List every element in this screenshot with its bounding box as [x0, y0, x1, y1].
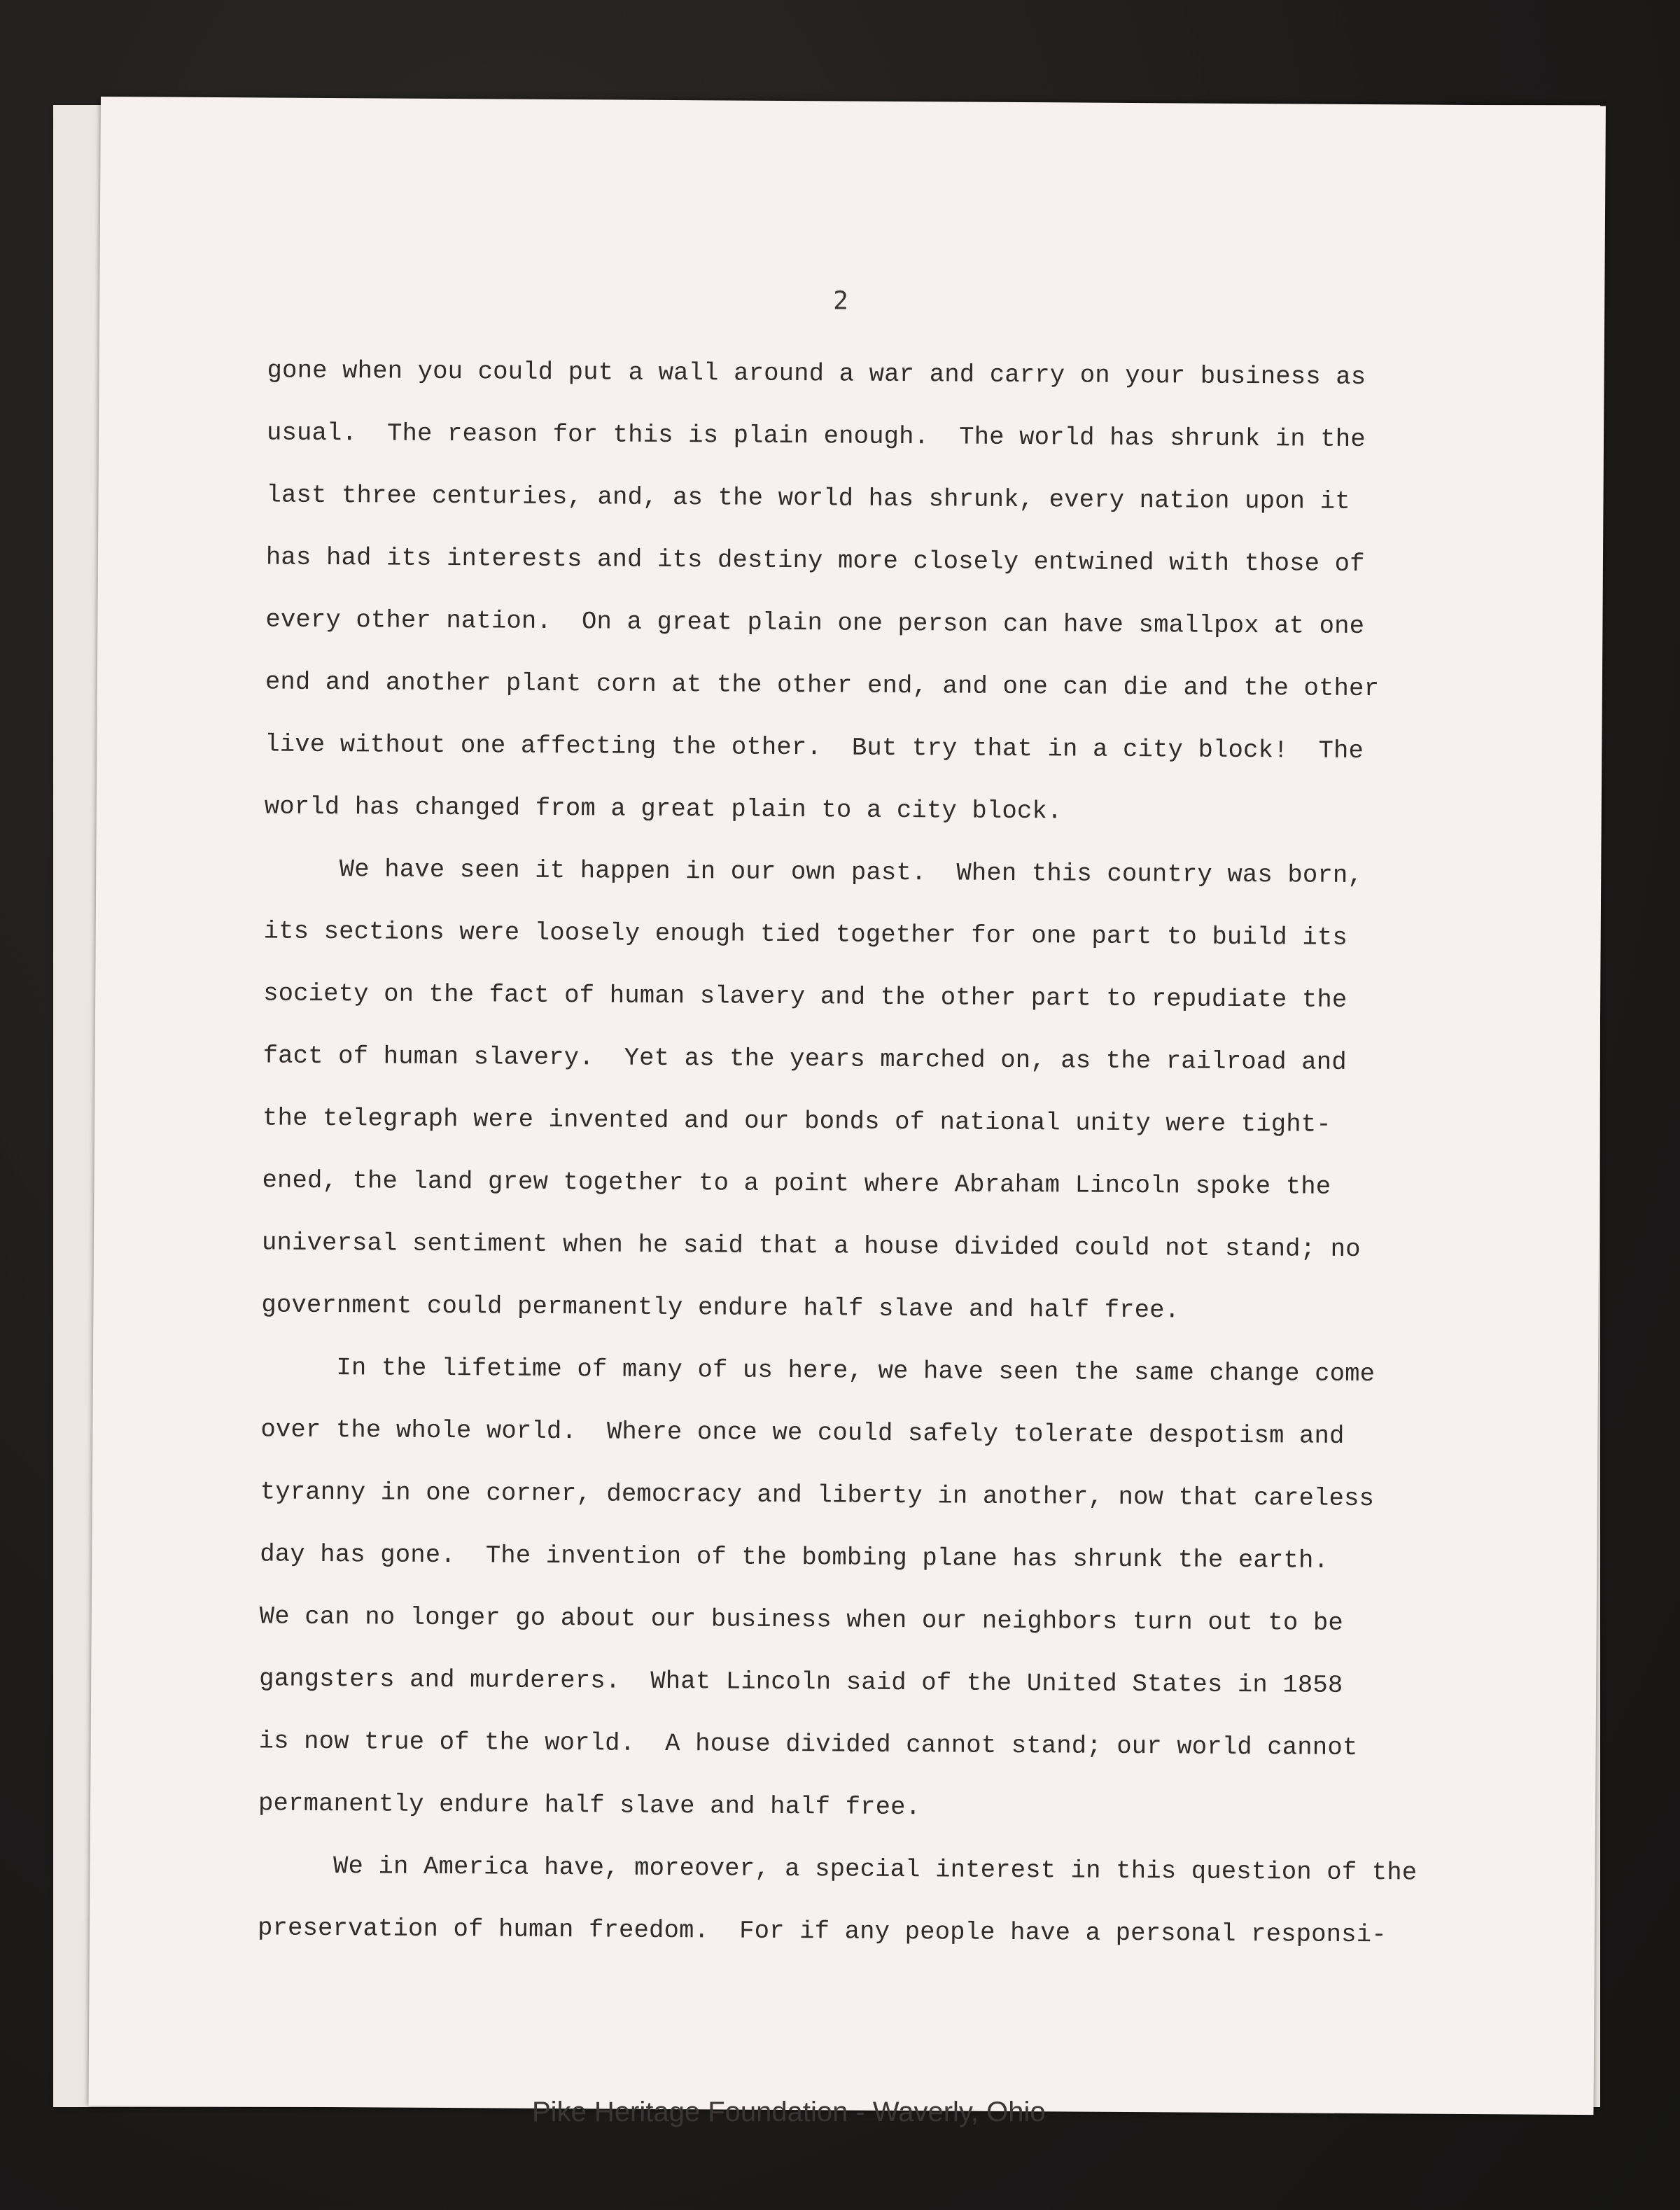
- text-line: society on the fact of human slavery and the other part to repudiate the: [263, 979, 1348, 1014]
- text-line: ened, the land grew together to a point where Abraham Lincoln spoke the: [262, 1166, 1331, 1201]
- text-line: the telegraph were invented and our bonds of national unity were tight-: [262, 1103, 1331, 1139]
- text-line: universal sentiment when he said that a house divided could not stand; no: [261, 1228, 1361, 1264]
- text-line: is now true of the world. A house divided cannot stand; our world cannot: [258, 1726, 1358, 1763]
- text-line: over the whole world. Where once we could safely tolerate despotism and: [260, 1415, 1345, 1450]
- text-line: permanently endure half slave and half free.: [258, 1789, 921, 1822]
- document-page: [88, 97, 1605, 2115]
- text-line: preservation of human freedom. For if any people have a personal responsi-: [257, 1913, 1387, 1950]
- text-line: government could permanently endure half slave and half free.: [261, 1290, 1180, 1325]
- text-line: its sections were loosely enough tied together for one part to build its: [263, 916, 1348, 952]
- text-line: fact of human slavery. Yet as the years marched on, as the railroad and: [262, 1041, 1347, 1077]
- typewritten-body: [258, 339, 1513, 1966]
- text-line: In the lifetime of many of us here, we have seen the same change come: [260, 1352, 1376, 1389]
- text-line: We can no longer go about our business when our neighbors turn out to be: [259, 1602, 1344, 1637]
- text-line: We in America have, moreover, a special interest in this question of the: [258, 1851, 1418, 1887]
- text-line: We have seen it happen in our own past. When this country was born,: [264, 854, 1364, 890]
- page-number: 2: [833, 286, 849, 316]
- footer-watermark: Pike Heritage Foundation - Waverly, Ohio: [532, 2097, 1046, 2127]
- text-line: usual. The reason for this is plain enough. The world has shrunk in the: [266, 418, 1366, 454]
- text-line: tyranny in one corner, democracy and liberty in another, now that careless: [260, 1477, 1375, 1513]
- text-line: day has gone. The invention of the bombing plane has shrunk the earth.: [260, 1539, 1329, 1575]
- text-line: has had its interests and its destiny more closely entwined with those of: [265, 543, 1365, 579]
- text-line: world has changed from a great plain to a city block.: [264, 792, 1063, 826]
- text-line: live without one affecting the other. But try that in a city block! The: [265, 729, 1364, 766]
- text-line: gone when you could put a wall around a war and carry on your business as: [267, 356, 1366, 392]
- text-line: gangsters and murderers. What Lincoln said of the United States in 1858: [259, 1664, 1343, 1700]
- text-line: every other nation. On a great plain one person can have smallpox at one: [265, 605, 1365, 641]
- text-line: end and another plant corn at the other end, and one can die and the other: [265, 667, 1380, 704]
- text-line: last three centuries, and, as the world has shrunk, every nation upon it: [266, 480, 1350, 516]
